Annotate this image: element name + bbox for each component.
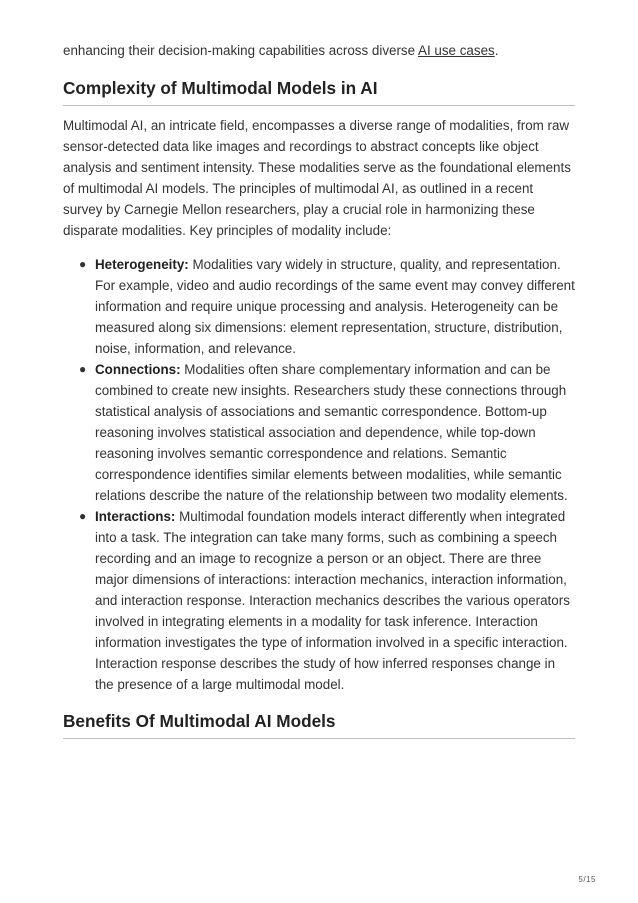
list-item — [79, 359, 575, 506]
principles-list — [63, 254, 575, 695]
intro-text: enhancing their decision-making capabilities across diverse — [63, 43, 419, 58]
article-content — [63, 40, 575, 739]
principle-term: Connections: — [95, 362, 181, 377]
list-item — [79, 254, 575, 359]
intro-period: . — [494, 43, 499, 58]
bullet-icon: ● — [79, 509, 87, 523]
bullet-icon: ● — [79, 257, 87, 271]
section-heading-complexity: Complexity of Multimodal Models in AI — [63, 76, 575, 106]
principle-term: Interactions: — [95, 509, 176, 524]
ai-use-cases-link[interactable]: AI use cases — [418, 43, 495, 58]
principle-description: Multimodal foundation models interact differently when integrated into a task. The integration can take many forms, such as combining a speech recording and an image to recognize a person or an object. There are three major dimensions of interactions: interaction mechanics, interaction information, and interaction response. Interaction mechanics describes the various operators involved in integrating elements in a modality for task inference. Interaction information investigates the type of information involved in a specific interaction. Interaction response describes the study of how inferred responses change in the presence of a large multimodal model. — [95, 509, 570, 692]
bullet-icon: ● — [79, 362, 87, 376]
principle-term: Heterogeneity: — [95, 257, 189, 272]
page-number: 5/15 — [578, 875, 596, 884]
section-heading-benefits: Benefits Of Multimodal AI Models — [63, 709, 575, 739]
list-item — [79, 506, 575, 695]
intro-paragraph — [63, 40, 575, 61]
principle-description: Modalities often share complementary information and can be combined to create new insights. Researchers study these connections through statistical analysis of associations and semantic correspondence. Bottom-up reasoning involves statistical association and dependence, while top-down reasoning involves semantic correspondence and relations. Semantic correspondence identifies similar elements between modalities, while semantic relations describe the nature of the relationship between two modality elements. — [95, 362, 568, 503]
section-paragraph: Multimodal AI, an intricate field, encompasses a diverse range of modalities, from raw sensor-detected data like images and recordings to abstract concepts like object analysis and sentiment intensity. These modalities serve as the foundational elements of multimodal AI models. The principles of multimodal AI, as outlined in a recent survey by Carnegie Mellon researchers, play a crucial role in harmonizing these disparate modalities. Key principles of modality include: — [63, 118, 571, 238]
principle-description: Modalities vary widely in structure, quality, and representation. For example, video and audio recordings of the same event may convey different information and require unique processing and analysis. Heterogeneity can be measured along six dimensions: element representation, structure, distribution, noise, information, and relevance. — [95, 257, 575, 356]
